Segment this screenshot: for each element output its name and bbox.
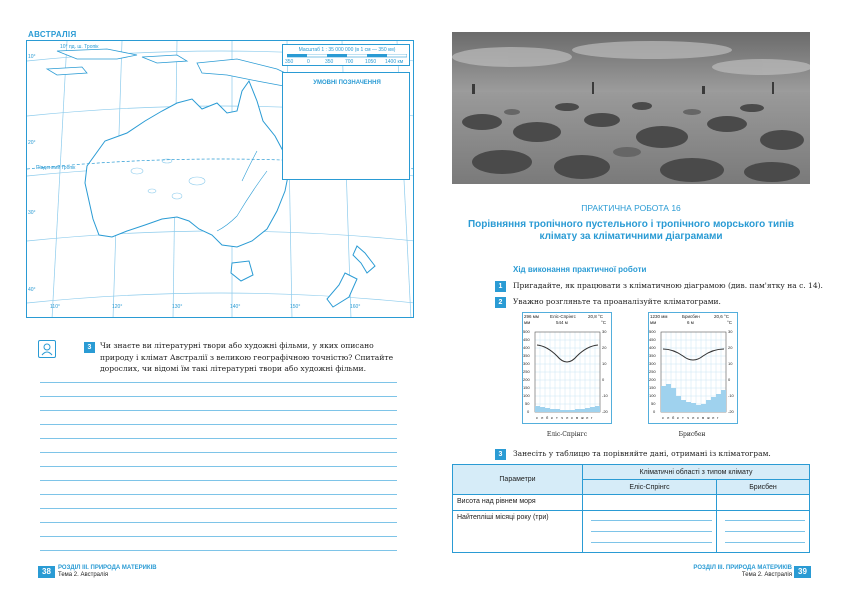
temp-tick: 30 bbox=[602, 329, 607, 334]
month-label: с bbox=[662, 415, 664, 420]
precip-tick: 100 bbox=[523, 393, 530, 398]
footer-topic: Тема 2. Австралія bbox=[58, 572, 109, 578]
step-number-badge: 1 bbox=[495, 281, 506, 292]
table-header-parameters: Параметри bbox=[453, 465, 583, 495]
climatogram-alice-springs bbox=[522, 312, 612, 424]
precip-tick: 250 bbox=[523, 369, 530, 374]
discussion-icon bbox=[38, 340, 56, 358]
temp-tick: 30 bbox=[728, 329, 733, 334]
station-name: Брисбен bbox=[682, 314, 700, 319]
answer-line[interactable] bbox=[40, 438, 397, 439]
month-label: т bbox=[682, 415, 684, 420]
lon-label: 160° bbox=[350, 304, 361, 310]
lon-label: 120° bbox=[112, 304, 123, 310]
lat-label: 20° bbox=[28, 140, 36, 146]
step-text: Занесіть у таблицю та порівняйте дані, отримані із кліматограм. bbox=[513, 449, 771, 458]
answer-line bbox=[725, 531, 805, 532]
precip-tick: 200 bbox=[649, 377, 656, 382]
answer-line bbox=[725, 542, 805, 543]
temp-tick: -10 bbox=[602, 393, 608, 398]
answer-line[interactable] bbox=[40, 396, 397, 397]
month-label: с bbox=[697, 415, 699, 420]
step-number-badge: 3 bbox=[495, 449, 506, 460]
month-label: л bbox=[566, 415, 569, 420]
answer-line[interactable] bbox=[40, 452, 397, 453]
map-scale bbox=[282, 44, 410, 66]
table-row bbox=[453, 495, 810, 511]
precip-tick: 500 bbox=[523, 329, 530, 334]
precip-tick: 250 bbox=[649, 369, 656, 374]
climatogram-brisbane bbox=[648, 312, 738, 424]
month-label: с bbox=[571, 415, 573, 420]
precip-tick: 450 bbox=[523, 337, 530, 342]
answer-cell[interactable] bbox=[717, 495, 810, 511]
lon-label: 110° bbox=[50, 304, 60, 310]
answer-line[interactable] bbox=[40, 536, 397, 537]
month-label: в bbox=[702, 415, 705, 420]
answer-line bbox=[591, 542, 712, 543]
footer-section: РОЗДІЛ ІІІ. ПРИРОДА МАТЕРИКІВ bbox=[58, 565, 157, 571]
row-label: Найтепліші місяці року (три) bbox=[453, 511, 583, 553]
scale-tick: 700 bbox=[345, 59, 354, 65]
page-number: 38 bbox=[38, 566, 55, 578]
answer-line[interactable] bbox=[40, 508, 397, 509]
page-number: 39 bbox=[794, 566, 811, 578]
precip-tick: 400 bbox=[523, 345, 530, 350]
temp-tick: 10 bbox=[728, 361, 733, 366]
table-header-alice-springs: Еліс-Спрінгс bbox=[583, 480, 717, 495]
temp-tick: 20 bbox=[602, 345, 607, 350]
precip-tick: 350 bbox=[649, 353, 656, 358]
precip-tick: 50 bbox=[525, 401, 530, 406]
precip-tick: 500 bbox=[649, 329, 656, 334]
month-label: б bbox=[546, 415, 549, 420]
answer-line[interactable] bbox=[40, 410, 397, 411]
month-label: ч bbox=[561, 415, 564, 420]
question-text: Чи знаєте ви літературні твори або художні фільми, у яких описано природу і клімат Австралії з великою географічною точністю? Спитайте дорослих, чи відомі їм такі літературні твори або художні фільми. bbox=[100, 341, 394, 373]
precip-tick: 300 bbox=[649, 361, 656, 366]
footer-topic: Тема 2. Австралія bbox=[741, 572, 792, 578]
month-label: т bbox=[556, 415, 558, 420]
month-label: к bbox=[551, 415, 553, 420]
desert-landscape-photo bbox=[452, 32, 810, 184]
station-name: Еліс-Спрінгс bbox=[550, 314, 576, 319]
answer-line[interactable] bbox=[40, 522, 397, 523]
answer-line[interactable] bbox=[40, 424, 397, 425]
month-label: л bbox=[692, 415, 695, 420]
temp-tick: -20 bbox=[602, 409, 608, 414]
answer-cell[interactable] bbox=[583, 511, 717, 553]
tropic-label-top: 10° пд. ш. Тропік bbox=[60, 44, 99, 50]
answer-line bbox=[591, 520, 712, 521]
climate-comparison-table bbox=[452, 464, 810, 553]
answer-line[interactable] bbox=[40, 494, 397, 495]
month-label: ч bbox=[687, 415, 690, 420]
answer-line[interactable] bbox=[40, 466, 397, 467]
lat-label: 30° bbox=[28, 210, 36, 216]
scale-tick: 350 bbox=[325, 59, 334, 65]
precip-tick: 300 bbox=[523, 361, 530, 366]
question-number-badge: 3 bbox=[84, 342, 95, 353]
temp-tick: 20 bbox=[728, 345, 733, 350]
row-label: Висота над рівнем моря bbox=[453, 495, 583, 511]
lon-label: 150° bbox=[290, 304, 301, 310]
month-label: б bbox=[672, 415, 675, 420]
precip-total: 1230 мм bbox=[650, 314, 668, 319]
step-text: Уважно розгляньте та проаналізуйте кліматограми. bbox=[513, 297, 721, 306]
precip-tick: 150 bbox=[649, 385, 656, 390]
table-header-brisbane: Брисбен bbox=[717, 480, 810, 495]
temp-tick: -20 bbox=[728, 409, 734, 414]
avg-temp: 20,8 °C bbox=[588, 314, 604, 319]
month-label: л bbox=[667, 415, 670, 420]
legend-title: УМОВНІ ПОЗНАЧЕННЯ bbox=[313, 80, 381, 86]
scale-tick: 1050 bbox=[365, 59, 377, 65]
precip-tick: 150 bbox=[523, 385, 530, 390]
lat-label: 40° bbox=[28, 287, 36, 293]
climatogram-caption: Еліс-Спрінгс bbox=[546, 431, 588, 438]
practical-work-subtitle: Порівняння тропічного пустельного і тропічного морського типів клімату за кліматичними діаграмами bbox=[467, 219, 795, 242]
precip-tick: 0 bbox=[653, 409, 656, 414]
scale-tick: 0 bbox=[307, 59, 310, 65]
avg-temp: 20,6 °C bbox=[714, 314, 730, 319]
temp-tick: -10 bbox=[728, 393, 734, 398]
step-number-badge: 2 bbox=[495, 297, 506, 308]
temp-tick: 0 bbox=[602, 377, 605, 382]
month-label: г bbox=[591, 415, 593, 420]
table-header-group: Кліматичні області з типом клімату bbox=[583, 465, 810, 480]
temp-tick: 10 bbox=[602, 361, 607, 366]
precip-tick: 50 bbox=[651, 401, 656, 406]
scale-label: Масштаб 1 : 35 000 000 (в 1 см — 350 км) bbox=[298, 47, 396, 53]
month-label: л bbox=[712, 415, 715, 420]
month-label: ж bbox=[707, 415, 710, 420]
lon-label: 130° bbox=[172, 304, 183, 310]
legend-box bbox=[282, 72, 410, 180]
precip-unit: мм bbox=[524, 320, 531, 325]
scale-tick: 350 bbox=[285, 59, 294, 65]
map-title: АВСТРАЛІЯ bbox=[28, 30, 77, 39]
month-label: л bbox=[541, 415, 544, 420]
scale-bar bbox=[287, 54, 407, 58]
temp-tick: 0 bbox=[728, 377, 731, 382]
lon-label: 140° bbox=[230, 304, 241, 310]
station-elevation: 544 м bbox=[556, 320, 568, 325]
precip-tick: 350 bbox=[523, 353, 530, 358]
precip-tick: 400 bbox=[649, 345, 656, 350]
answer-cell[interactable] bbox=[717, 511, 810, 553]
precip-tick: 450 bbox=[649, 337, 656, 342]
scale-tick: 1400 км bbox=[385, 59, 404, 65]
step-text: Пригадайте, як працювати з кліматичною діаграмою (див. пам'ятку на с. 14). bbox=[513, 281, 823, 290]
precip-tick: 100 bbox=[649, 393, 656, 398]
month-label: г bbox=[717, 415, 719, 420]
table-row bbox=[453, 511, 810, 553]
month-label: к bbox=[677, 415, 679, 420]
answer-line[interactable] bbox=[40, 382, 397, 383]
precip-total: 296 мм bbox=[524, 314, 539, 319]
temp-unit: °C bbox=[727, 320, 733, 325]
month-label: л bbox=[586, 415, 589, 420]
answer-line[interactable] bbox=[40, 480, 397, 481]
month-label: в bbox=[576, 415, 579, 420]
answer-line[interactable] bbox=[40, 550, 397, 551]
answer-line bbox=[725, 520, 805, 521]
month-label: с bbox=[536, 415, 538, 420]
precip-unit: мм bbox=[650, 320, 657, 325]
precip-tick: 200 bbox=[523, 377, 530, 382]
month-label: ж bbox=[581, 415, 584, 420]
progress-heading: Хід виконання практичної роботи bbox=[513, 265, 647, 274]
station-elevation: 6 м bbox=[687, 320, 694, 325]
precip-tick: 0 bbox=[527, 409, 530, 414]
answer-line bbox=[591, 531, 712, 532]
climatogram-caption: Брисбен bbox=[678, 431, 706, 438]
tropic-label-left: Південний тропік bbox=[36, 165, 76, 171]
temp-unit: °C bbox=[601, 320, 607, 325]
lat-label: 10° bbox=[28, 54, 36, 60]
practical-work-title: ПРАКТИЧНА РОБОТА 16 bbox=[581, 203, 681, 213]
footer-section: РОЗДІЛ ІІІ. ПРИРОДА МАТЕРИКІВ bbox=[693, 565, 792, 571]
answer-cell[interactable] bbox=[583, 495, 717, 511]
